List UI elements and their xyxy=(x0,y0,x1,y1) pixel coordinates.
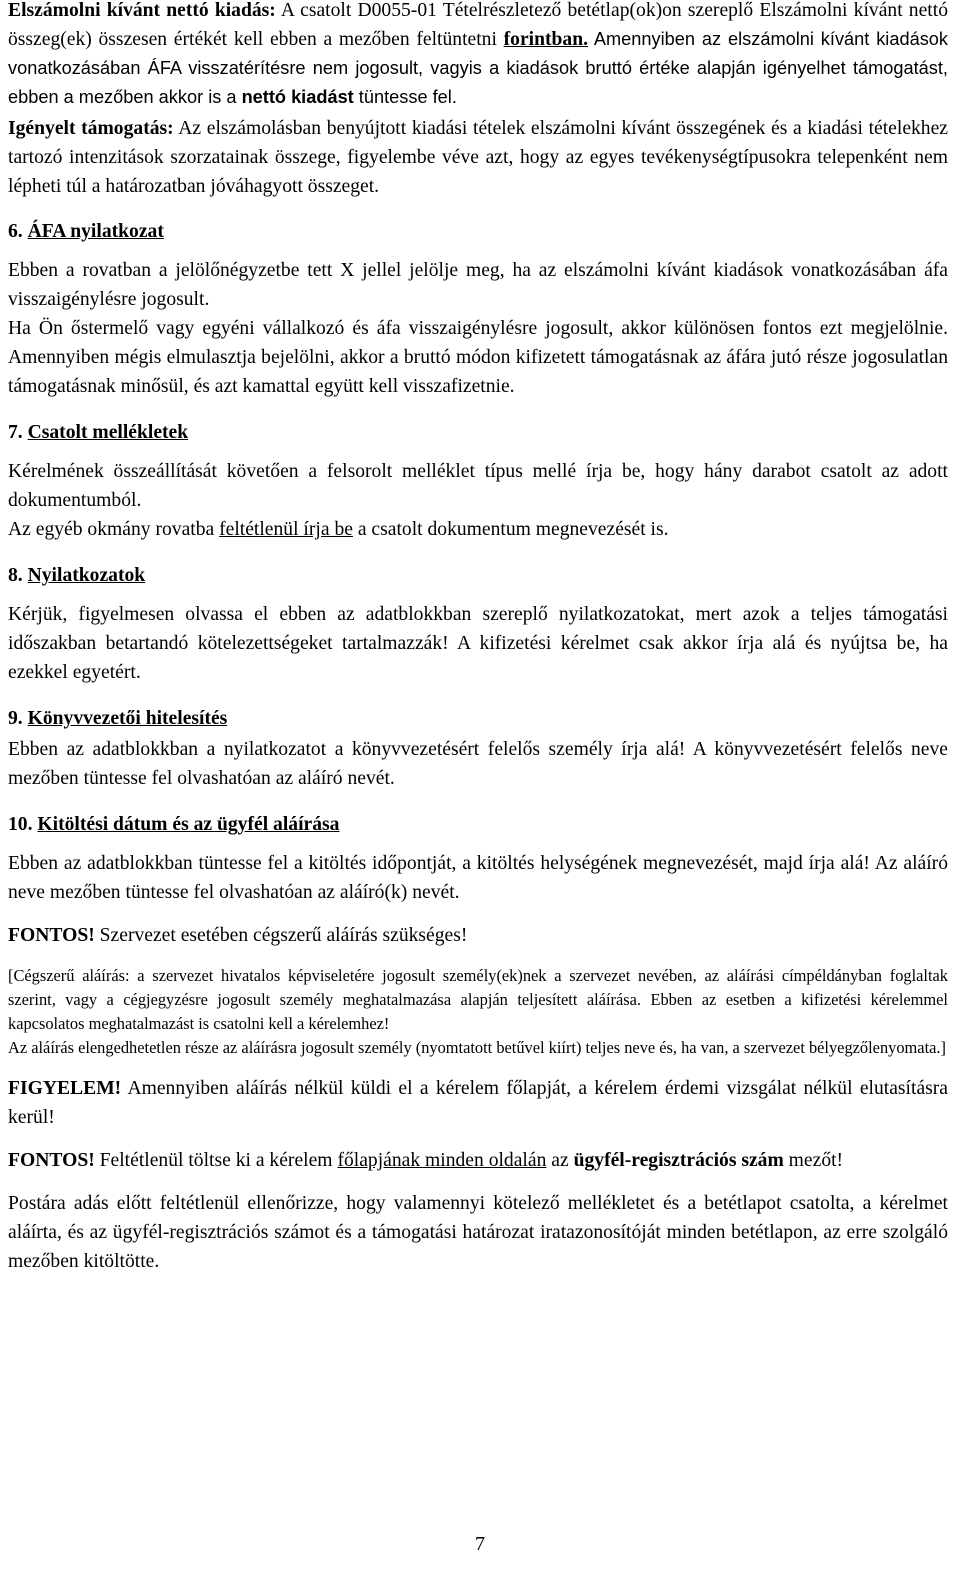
notice-2-text-c: mezőt! xyxy=(783,1150,844,1171)
section-8-number: 8. xyxy=(8,565,23,586)
net-expense-label: Elszámolni kívánt nettó kiadás: xyxy=(8,0,276,21)
section-7-paragraph-1: Kérelmének összeállítását követően a felsorolt melléklet típus mellé írja be, hogy hány darabot csatolt az adott dokumentumból. xyxy=(8,461,948,511)
section-10-title: Kitöltési dátum és az ügyfél aláírása xyxy=(37,814,340,835)
notice-signature xyxy=(8,921,948,950)
notice-2-text-a: Feltétlenül töltse ki a kérelem xyxy=(94,1150,338,1171)
net-expense-text-3: tüntesse fel. xyxy=(353,87,457,107)
section-6-number: 6. xyxy=(8,221,23,242)
requested-support-text: Az elszámolásban benyújtott kiadási tételek elszámolni kívánt összegének és a kiadási tételekhez tartozó intenzitások szorzatainak összege, figyelembe véve azt, hogy az egyes tevékenységtípusokra telepenként nem lépheti túl a határozatban jóváhagyott összeget. xyxy=(8,118,948,197)
warning-text: Amennyiben aláírás nélkül küldi el a kérelem főlapját, a kérelem érdemi vizsgálat nélkül elutasításra kerül! xyxy=(8,1078,948,1128)
notice-label: FONTOS! xyxy=(8,925,95,946)
section-9-title: Könyvvezetői hitelesítés xyxy=(27,708,228,729)
net-expense-paragraph xyxy=(8,0,948,112)
notice-registration xyxy=(8,1146,948,1175)
section-10-paragraph: Ebben az adatblokkban tüntesse fel a kitöltés időpontját, a kitöltés helységének megnevezését, majd írja alá! Az aláíró neve mezőben tüntesse fel olvashatóan az aláíró(k) nevét. xyxy=(8,853,948,903)
final-check-paragraph: Postára adás előtt feltétlenül ellenőrizze, hogy valamennyi kötelező mellékletet és a betétlapot csatolta, a kérelmet aláírta, és az ügyfél-regisztrációs számot és a támogatási határozat iratazonosítóját minden betétlapon, az erre szolgáló mezőben kitöltötte. xyxy=(8,1193,948,1272)
section-6-paragraph-2 xyxy=(8,314,948,401)
section-7-underlined: feltétlenül írja be xyxy=(219,519,353,540)
section-6-heading xyxy=(8,217,948,246)
section-8-paragraph: Kérjük, figyelmesen olvassa el ebben az adatblokkban szereplő nyilatkozatokat, mert azok a teljes támogatási időszakban betartandó kötelezettségeket tartalmazzák! A kifizetési kérelmet csak akkor írja alá és nyújtsa be, ha ezekkel egyetért. xyxy=(8,604,948,683)
section-7-text-b: a csatolt dokumentum megnevezését is. xyxy=(352,519,669,540)
notice-2-label: FONTOS! xyxy=(8,1150,95,1171)
warning-paragraph xyxy=(8,1074,948,1132)
page-number: 7 xyxy=(475,1533,485,1555)
requested-support-label: Igényelt támogatás: xyxy=(8,118,174,139)
section-7-paragraph-2 xyxy=(8,515,948,544)
section-7-text-a: Az egyéb okmány rovatba xyxy=(8,519,220,540)
section-10-number: 10. xyxy=(8,814,33,835)
net-expense-text-2: Amennyiben az elszámolni kívánt kiadások vonatkozásában ÁFA visszatérítésre nem jogosult, vagyis a kiadások bruttó értéke alapján igényelhet támogatást, ebben a mezőben akkor is a xyxy=(8,29,948,107)
notice-2-text-b: az xyxy=(546,1150,574,1171)
net-expense-text-1: A csatolt D0055-01 Tételrészletező betétlap(ok)on szereplő Elszámolni kívánt nettó összeg(ek) összesen értékét kell ebben a mezőben feltüntetni xyxy=(8,0,948,50)
notice-2-underlined: főlapjának minden oldalán xyxy=(337,1150,547,1171)
section-10-heading xyxy=(8,810,948,839)
net-expense-underlined: forintban. xyxy=(503,29,589,50)
section-6-title: ÁFA nyilatkozat xyxy=(27,221,164,242)
section-7-title: Csatolt mellékletek xyxy=(27,422,189,443)
notice-2-bold: ügyfél-regisztrációs szám xyxy=(573,1150,784,1171)
company-signature-note: [Cégszerű aláírás: a szervezet hivatalos képviseletére jogosult személy(ek)nek a szervezet nevében, az aláírási címpéldányban foglaltak szerint, vagy a cégjegyzésre jogosult személy meghatalmazása alapján teljesített aláírása. Ebben az esetben a kifizetési kérelemmel kapcsolatos meghatalmazást is csatolni kell a kérelemhez! xyxy=(8,966,948,1033)
section-6-text-a: Ha Ön őstermelő vagy egyéni vállalkozó és áfa visszaigénylésre jogosult, akkor különösen fontos ezt megjelölnie. xyxy=(8,318,948,339)
net-expense-bold: nettó kiadást xyxy=(241,87,354,107)
section-9-number: 9. xyxy=(8,708,23,729)
section-8-heading xyxy=(8,561,948,590)
requested-support-paragraph xyxy=(8,114,948,201)
company-signature-note-2: Az aláírás elengedhetetlen része az aláírásra jogosult személy (nyomtatott betűvel kiírt) teljes neve és, ha van, a szervezet bélyegzőlenyomata.] xyxy=(8,1038,946,1057)
section-6-text-b: Amennyiben mégis elmulasztja bejelölni, akkor a bruttó módon kifizetett támogatásnak az áfára jutó része jogosulatlan támogatásnak minősül, és azt kamattal együtt kell visszafizetnie. xyxy=(8,347,948,397)
section-9-paragraph: Ebben az adatblokkban a nyilatkozatot a könyvvezetésért felelős személy írja alá! A könyvvezetésért felelős neve mezőben tüntesse fel olvashatóan az aláíró nevét. xyxy=(8,739,948,789)
notice-text: Szervezet esetében cégszerű aláírás szükséges! xyxy=(94,925,468,946)
section-9-heading xyxy=(8,704,948,733)
section-7-heading xyxy=(8,418,948,447)
warning-label: FIGYELEM! xyxy=(8,1078,122,1099)
section-6-paragraph-1: Ebben a rovatban a jelölőnégyzetbe tett X jellel jelölje meg, ha az elszámolni kívánt kiadások vonatkozásában áfa visszaigénylésre jogosult. xyxy=(8,260,948,310)
section-8-title: Nyilatkozatok xyxy=(27,565,146,586)
section-7-number: 7. xyxy=(8,422,23,443)
